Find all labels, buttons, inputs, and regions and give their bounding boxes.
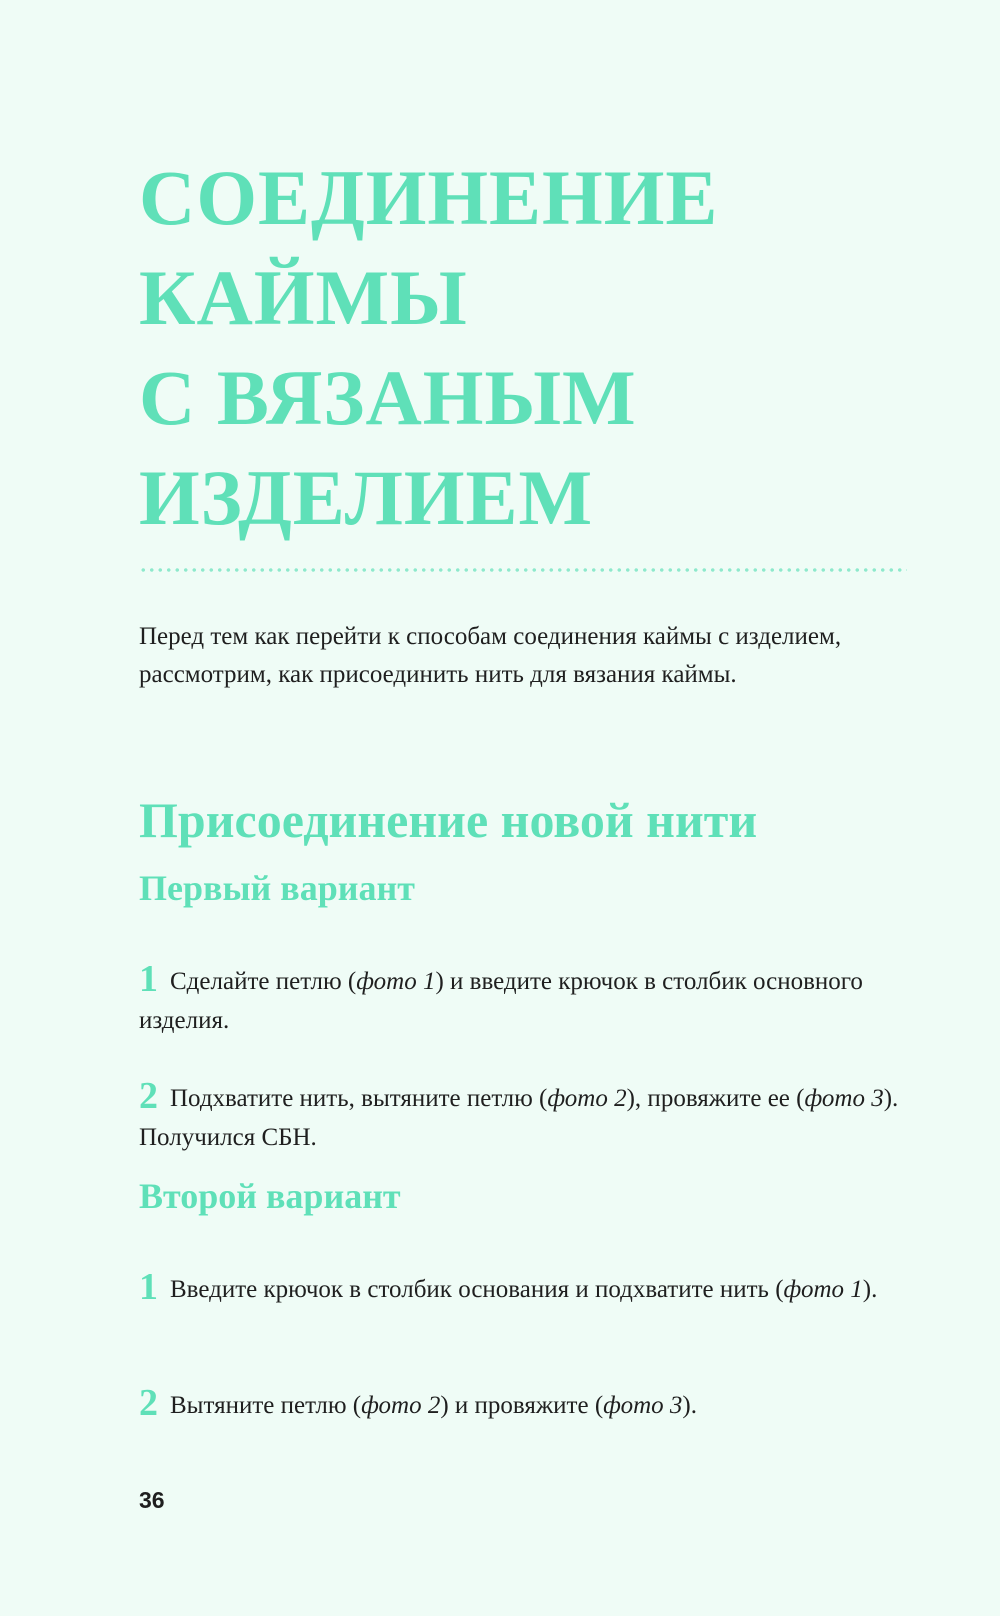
step-text: ). — [682, 1392, 697, 1419]
variant2-step1 — [139, 1268, 909, 1309]
photo-ref: фото 1 — [356, 968, 436, 995]
photo-ref: фото 2 — [361, 1392, 441, 1419]
variant1-heading: Первый вариант — [139, 868, 415, 908]
step-number: 2 — [139, 1382, 158, 1424]
step-text: Подхватите нить, вытяните петлю ( — [170, 1085, 548, 1112]
variant1-step1 — [139, 960, 909, 1040]
step-text: ). Получился СБН. — [139, 1085, 899, 1151]
title-line: СОЕДИНЕНИЕ — [139, 154, 719, 241]
step-text: ). — [862, 1276, 878, 1303]
step-text: ) и введите крючок в столбик основного изделия. — [139, 968, 863, 1034]
step-text: Сделайте петлю ( — [170, 968, 357, 995]
step-text: Введите крючок в столбик основания и подхватите нить ( — [170, 1276, 784, 1303]
photo-ref: фото 3 — [804, 1085, 884, 1112]
variant1-step2 — [139, 1077, 909, 1157]
step-number: 1 — [139, 1266, 158, 1308]
page-title — [139, 148, 718, 548]
step-text: ) и провяжите ( — [440, 1392, 604, 1419]
step-number: 2 — [139, 1075, 158, 1117]
step-text: ), провяжите ее ( — [626, 1085, 805, 1112]
variant2-step2 — [139, 1384, 909, 1425]
step-number: 1 — [139, 958, 158, 1000]
title-line: ИЗДЕЛИЕМ — [139, 454, 594, 541]
photo-ref: фото 1 — [783, 1276, 863, 1303]
variant2-heading: Второй вариант — [139, 1176, 401, 1216]
page-number: 36 — [139, 1487, 165, 1513]
section-heading: Присоединение новой нити — [139, 792, 758, 848]
title-line: С ВЯЗАНЫМ — [139, 354, 637, 441]
photo-ref: фото 3 — [603, 1392, 683, 1419]
title-line: КАЙМЫ — [139, 254, 468, 341]
photo-ref: фото 2 — [547, 1085, 627, 1112]
step-text: Вытяните петлю ( — [170, 1392, 362, 1419]
dotted-divider — [139, 567, 907, 573]
intro-paragraph: Перед тем как перейти к способам соединения каймы с изделием, рассмотрим, как присоединить нить для вязания каймы. — [139, 623, 842, 688]
